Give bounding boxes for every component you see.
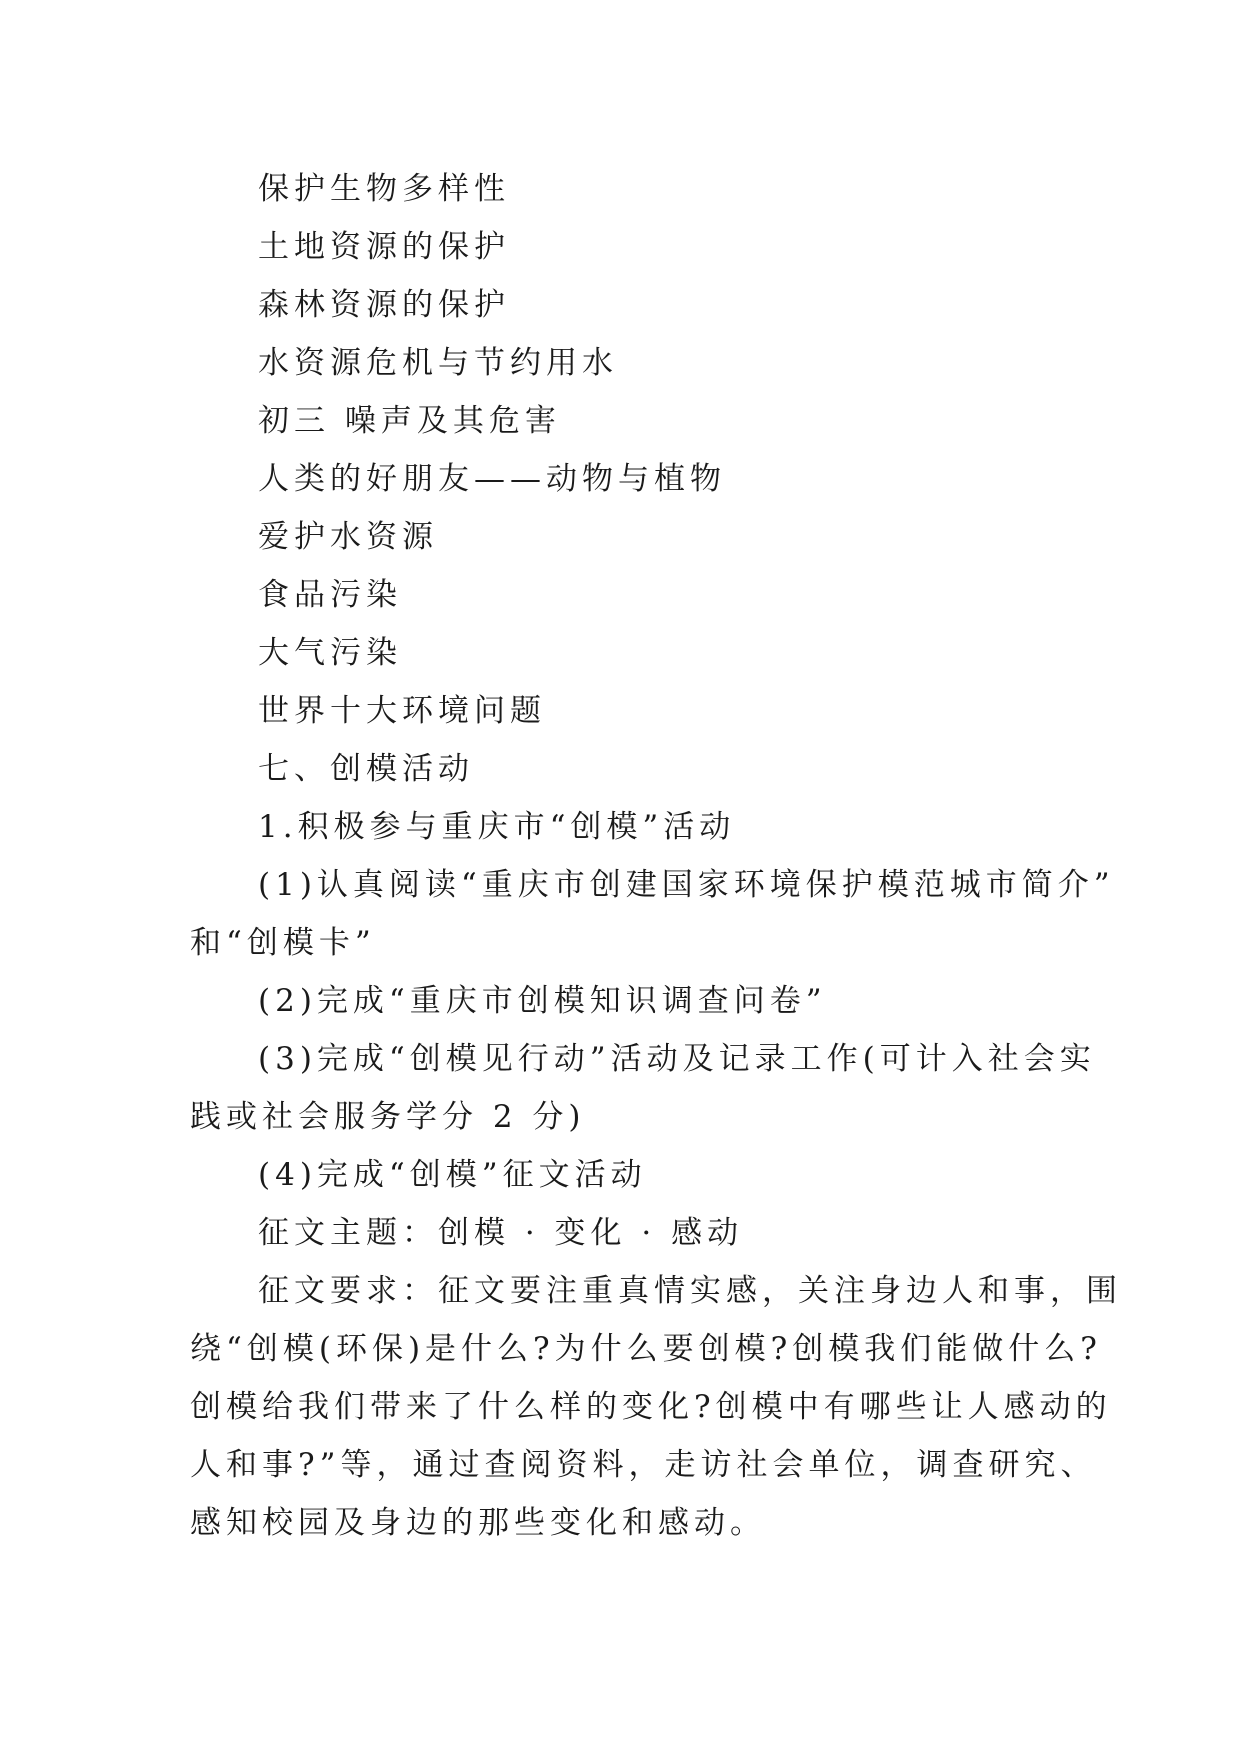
paragraph-line: 人和事?”等，通过查阅资料，走访社会单位，调查研究、 xyxy=(190,1447,1097,1483)
paragraph-line: (1)认真阅读“重庆市创建国家环境保护模范城市简介” xyxy=(258,867,1115,903)
document-body xyxy=(190,160,1122,1552)
paragraph-line: 食品污染 xyxy=(258,577,402,613)
paragraph-line: 创模给我们带来了什么样的变化?创模中有哪些让人感动的 xyxy=(190,1389,1112,1425)
paragraph-line: 感知校园及身边的那些变化和感动。 xyxy=(190,1505,766,1541)
paragraph-line: (2)完成“重庆市创模知识调查问卷” xyxy=(258,983,827,1019)
paragraph-line: (4)完成“创模”征文活动 xyxy=(258,1157,647,1193)
paragraph-line: 践或社会服务学分 2 分) xyxy=(190,1099,586,1135)
paragraph-line: 森林资源的保护 xyxy=(258,287,510,323)
section-heading: 七、创模活动 xyxy=(258,751,474,787)
paragraph-line: 保护生物多样性 xyxy=(258,171,510,207)
paragraph-line: 土地资源的保护 xyxy=(258,229,510,265)
paragraph-line: 人类的好朋友——动物与植物 xyxy=(258,461,726,497)
paragraph-line: 绕“创模(环保)是什么?为什么要创模?创模我们能做什么? xyxy=(190,1331,1102,1367)
paragraph-line: 征文主题：创模 · 变化 · 感动 xyxy=(258,1215,744,1251)
subsection-heading: 1.积极参与重庆市“创模”活动 xyxy=(258,809,736,845)
paragraph-line: 爱护水资源 xyxy=(258,519,438,555)
paragraph-line: 征文要求：征文要注重真情实感，关注身边人和事，围 xyxy=(258,1273,1122,1309)
paragraph-line: 世界十大环境问题 xyxy=(258,693,546,729)
paragraph-line: 水资源危机与节约用水 xyxy=(258,345,618,381)
paragraph-line: (3)完成“创模见行动”活动及记录工作(可计入社会实 xyxy=(258,1041,1096,1077)
paragraph-line: 大气污染 xyxy=(258,635,402,671)
paragraph-line: 初三 噪声及其危害 xyxy=(258,403,561,439)
paragraph-line: 和“创模卡” xyxy=(190,925,376,961)
